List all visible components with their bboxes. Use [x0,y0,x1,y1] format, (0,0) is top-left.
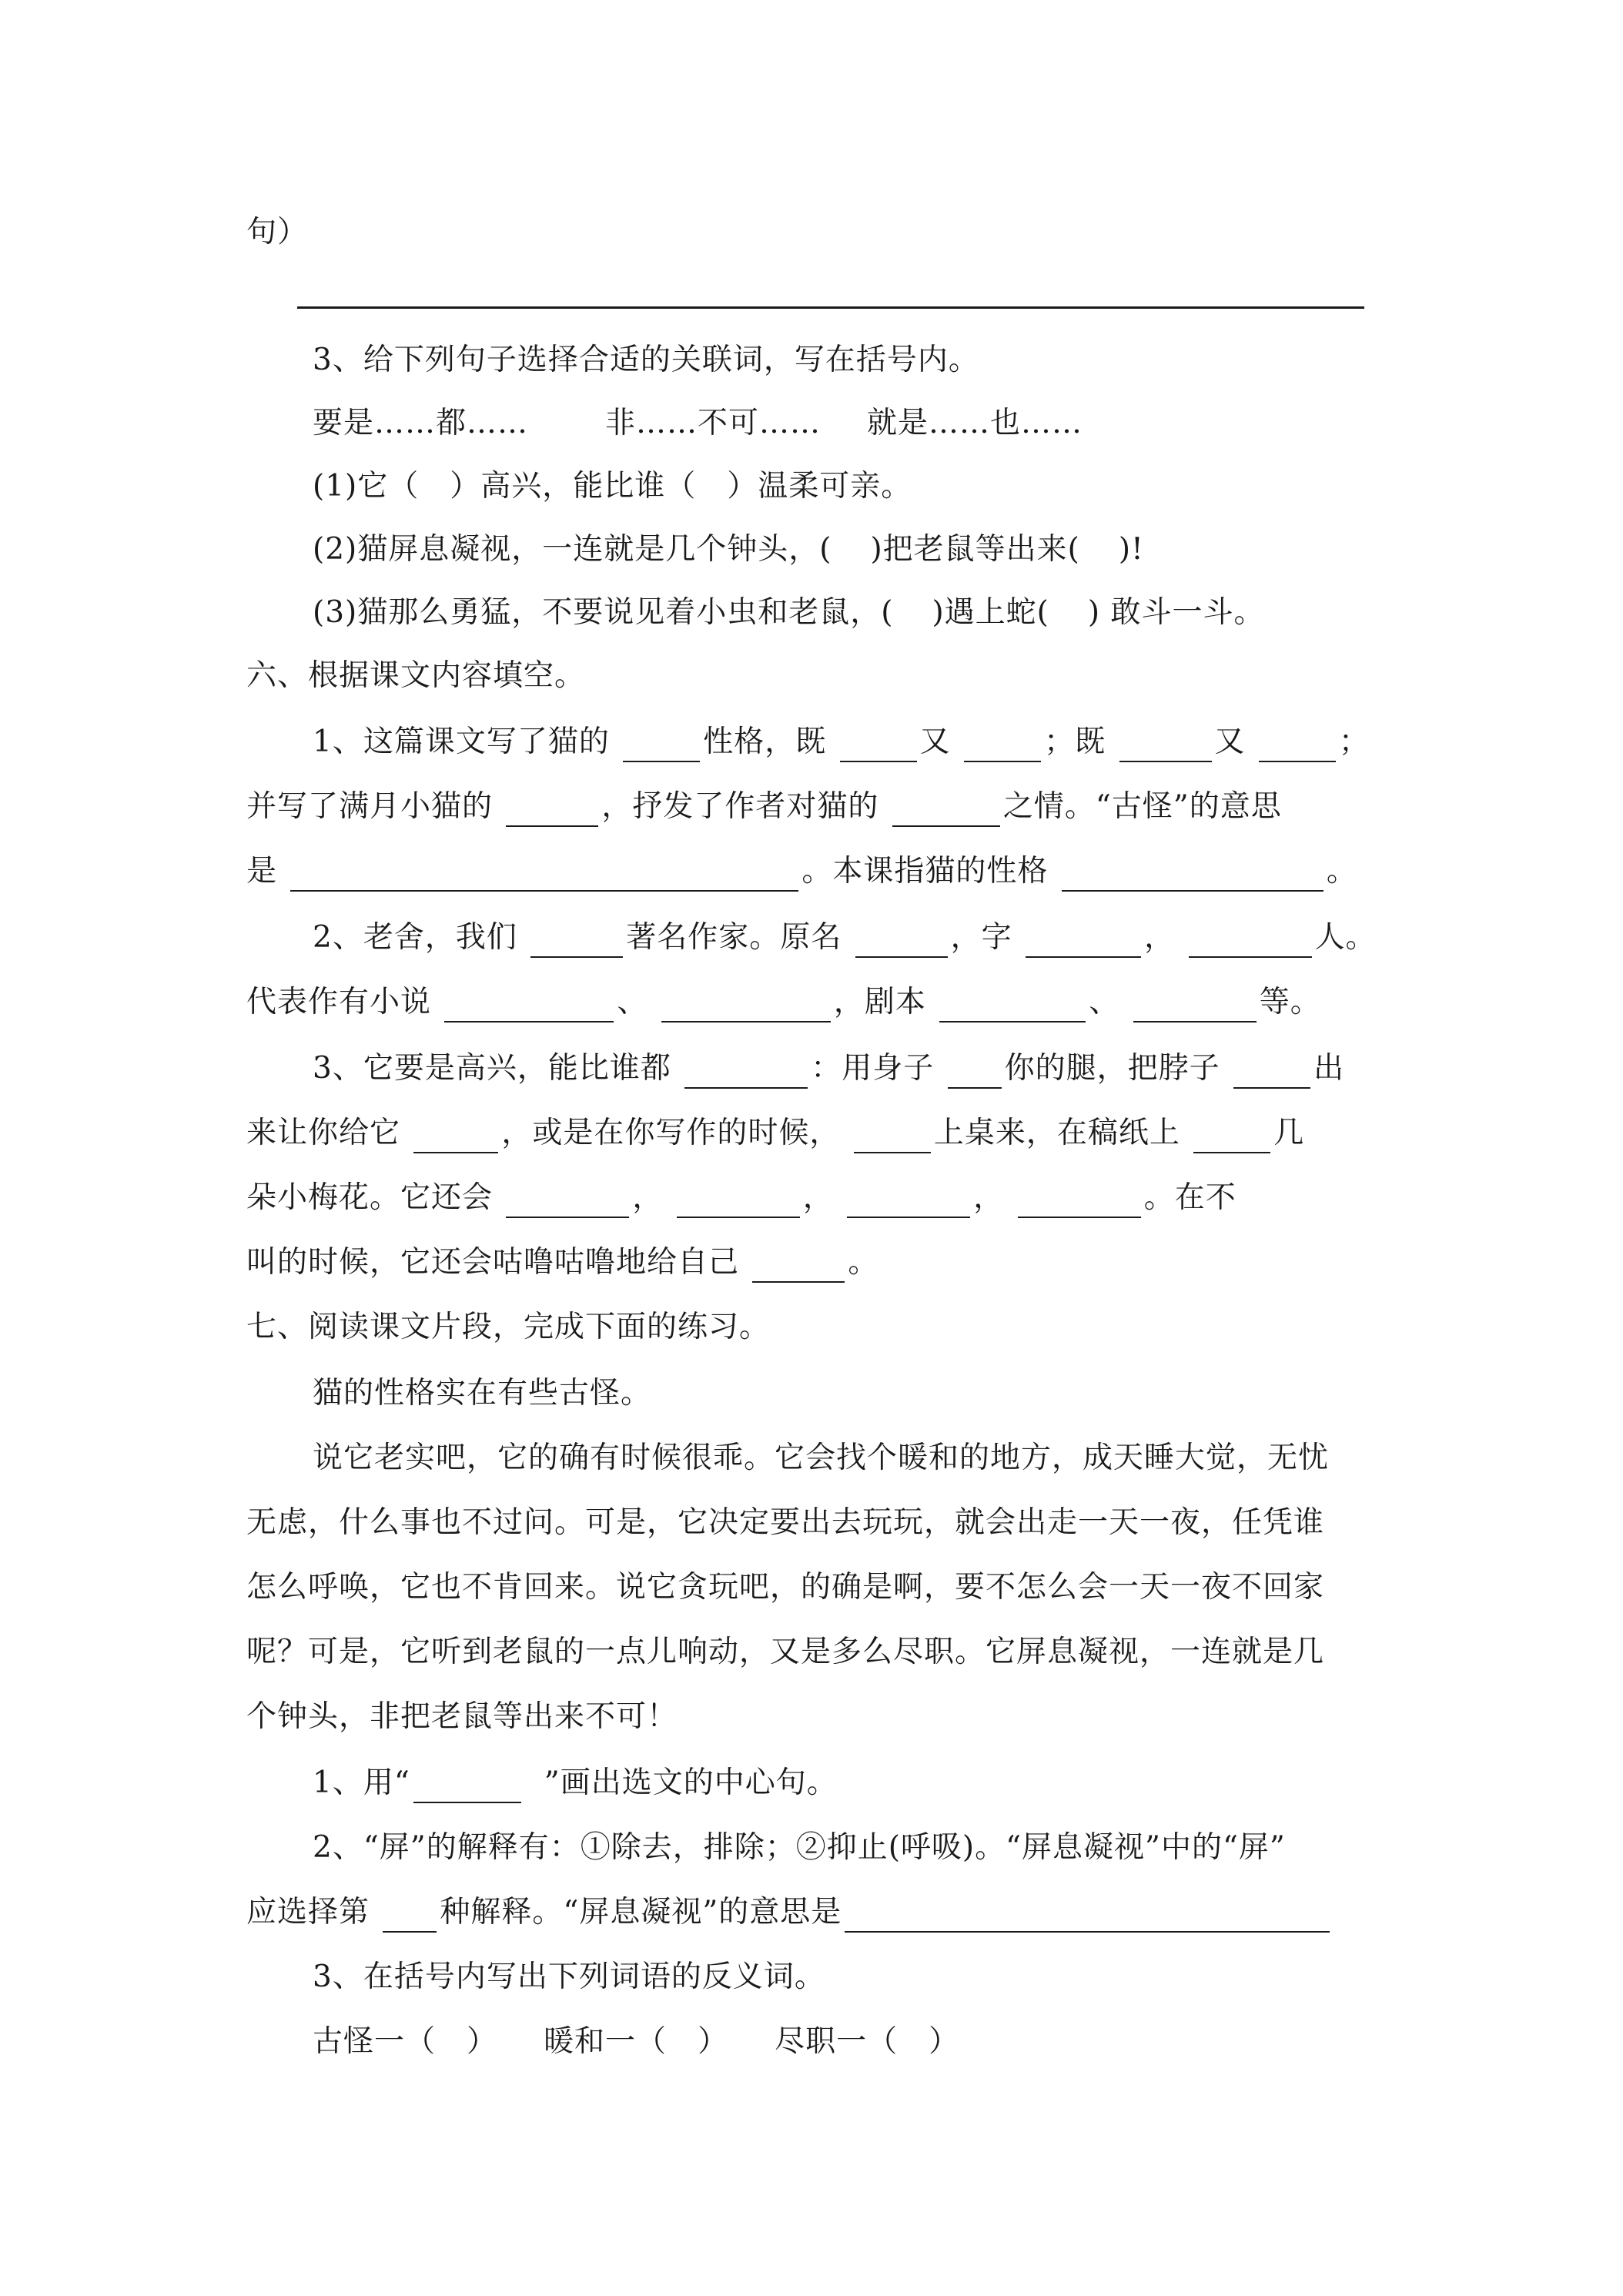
fill-blank[interactable] [506,795,598,827]
fill-blank[interactable] [1193,1121,1270,1153]
fill-blank[interactable] [1189,925,1312,958]
s3-q3: (3)猫那么勇猛，不要说见着小虫和老鼠，( )遇上蛇( ) 敢斗一斗。 [313,595,1265,630]
option-2: 非……不可…… [605,406,822,440]
p3-line-b: 来让你给它 ，或是在你写作的时候， 上桌来，在稿纸上 几 [246,1113,1377,1153]
passage-line: 怎么呼唤，它也不肯回来。说它贪玩吧，的确是啊，要不怎么会一天一夜不回家 [246,1570,1325,1605]
fill-blank[interactable] [840,730,917,762]
option-3: 就是……也…… [867,406,1083,440]
q7-2b: 应选择第 种解释。“屏息凝视”的意思是 [246,1893,1377,1933]
passage-title: 猫的性格实在有些古怪。 [313,1376,652,1411]
passage-line: 个钟头，非把老鼠等出来不可！ [246,1699,678,1734]
fill-blank[interactable] [623,730,700,762]
fill-blank[interactable] [752,1250,845,1283]
passage-line: 无虑，什么事也不过问。可是，它决定要出去玩玩，就会出走一天一夜，任凭谁 [246,1505,1325,1540]
fill-blank[interactable] [948,1056,1002,1089]
section-7-heading: 七、阅读课文片段，完成下面的练习。 [246,1310,771,1344]
fill-blank[interactable] [1119,730,1212,762]
p1-line-c: 是 。本课指猫的性格 。 [246,852,1377,892]
fill-blank[interactable] [847,1186,970,1218]
fill-blank[interactable] [413,1121,498,1153]
fill-blank[interactable] [1259,730,1336,762]
fill-blank[interactable] [444,990,614,1022]
fill-blank[interactable] [1062,859,1323,892]
p3-line-d: 叫的时候，它还会咕噜咕噜地给自己 。 [246,1243,1377,1283]
answer-rule [297,306,1364,309]
underline-sample [413,1771,521,1803]
fill-blank[interactable] [677,1186,800,1218]
fill-blank[interactable] [855,925,948,958]
passage-line: 说它老实吧，它的确有时候很乖。它会找个暖和的地方，成天睡大觉，无忧 [313,1441,1330,1475]
fragment-text: 句） [246,215,309,249]
option-1: 要是……都…… [313,406,529,440]
q7-2a: 2、“屏”的解释有：①除去，排除；②抑止(呼吸)。“屏息凝视”中的“屏” [313,1830,1286,1865]
fill-blank[interactable] [1018,1186,1141,1218]
p1-line-a: 1、这篇课文写了猫的 性格，既 又 ；既 又 ； [313,722,1377,762]
fill-blank[interactable] [661,990,831,1022]
s3-q1: (1)它（ ）高兴，能比谁（ ）温柔可亲。 [313,469,912,504]
s3-options [313,403,1377,443]
fragment-line [246,213,1377,253]
fill-blank[interactable] [845,1900,1330,1933]
fill-blank[interactable] [892,795,1000,827]
p3-line-a: 3、它要是高兴，能比谁都 ：用身子 你的腿，把脖子 出 [313,1049,1377,1089]
fill-blank[interactable] [1026,925,1141,958]
s3-q2: (2)猫屏息凝视，一连就是几个钟头，( )把老鼠等出来( )! [313,532,1144,567]
fill-blank[interactable] [506,1186,629,1218]
q7-3: 3、在括号内写出下列词语的反义词。 [313,1960,825,1994]
fill-blank[interactable] [939,990,1086,1022]
fill-blank[interactable] [684,1056,808,1089]
fill-blank[interactable] [530,925,623,958]
p1-line-b: 并写了满月小猫的 ，抒发了作者对猫的 之情。“古怪”的意思 [246,787,1377,827]
q7-1: 1、用“ ”画出选文的中心句。 [313,1763,1377,1803]
fill-blank[interactable] [854,1121,931,1153]
fill-blank[interactable] [1233,1056,1310,1089]
passage-line: 呢？可是，它听到老鼠的一点儿响动，又是多么尽职。它屏息凝视，一连就是几 [246,1635,1325,1669]
p3-line-c: 朵小梅花。它还会 ， ， ， 。在不 [246,1178,1377,1218]
fill-blank[interactable] [383,1900,437,1933]
fill-blank[interactable] [1133,990,1257,1022]
section-6-heading: 六、根据课文内容填空。 [246,658,586,693]
s3-title: 3、给下列句子选择合适的关联词，写在括号内。 [313,343,979,377]
fill-blank[interactable] [290,859,798,892]
q7-3-items: 古怪一（ ） 暖和一（ ） 尽职一（ ） [313,2024,960,2059]
fill-blank[interactable] [964,730,1041,762]
p2-line-a: 2、老舍，我们 著名作家。原名 ，字 ， 人。 [313,918,1377,958]
p2-line-b: 代表作有小说 、 ，剧本 、 等。 [246,982,1377,1022]
